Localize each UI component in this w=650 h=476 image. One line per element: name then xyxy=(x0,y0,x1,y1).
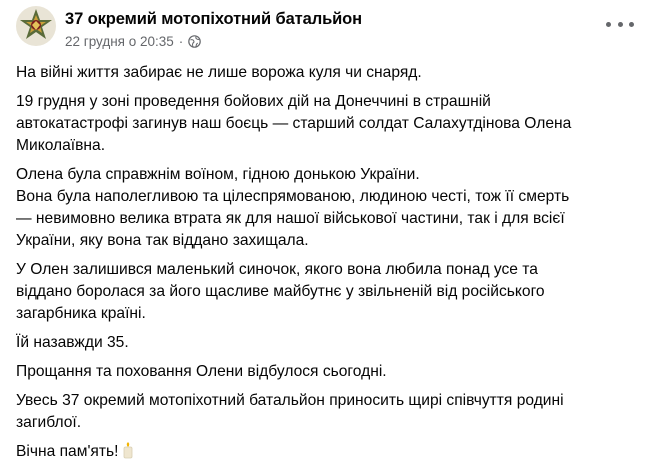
post-paragraph xyxy=(16,441,636,463)
post-paragraph xyxy=(16,361,636,383)
text-line: загарбника країні. xyxy=(16,305,146,322)
page-name-link[interactable]: 37 окремий мотопіхотний батальйон xyxy=(65,10,363,28)
text-line: На війні життя забирає не лише ворожа куля чи снаряд. xyxy=(16,64,422,81)
post-meta xyxy=(65,34,201,49)
text-line: автокатастрофі загинув наш боєць — старший солдат Салахутдінова Олена xyxy=(16,115,572,132)
post-paragraph xyxy=(16,332,636,354)
public-globe-icon[interactable] xyxy=(188,35,201,48)
text-line xyxy=(16,441,636,463)
text-line: України, яку вона так віддано захищала. xyxy=(16,232,309,249)
post-paragraph xyxy=(16,164,636,252)
candle-emoji-icon xyxy=(122,441,134,459)
text-line: У Олен залишився маленький синочок, якого вона любила понад усе та xyxy=(16,261,538,278)
post-timestamp[interactable]: 22 грудня о 20:35 xyxy=(65,34,174,49)
battalion-emblem-icon[interactable] xyxy=(16,6,56,46)
post-text xyxy=(16,62,636,470)
text-line: Олена була справжнім воїном, гідною донькою України. xyxy=(16,166,420,183)
post-paragraph xyxy=(16,62,636,84)
text-line: загиблої. xyxy=(16,414,82,431)
text-line: Прощання та поховання Олени відбулося сьогодні. xyxy=(16,363,387,380)
post-header xyxy=(16,6,634,60)
post-paragraph xyxy=(16,91,636,157)
post-paragraph xyxy=(16,259,636,325)
text-line: Миколаївна. xyxy=(16,137,106,154)
text-line: 19 грудня у зоні проведення бойових дій на Донеччині в страшній xyxy=(16,93,491,110)
text-line: віддано боролася за його щасливе майбутнє у звільненій від російського xyxy=(16,283,545,300)
text-line: Вона була наполегливою та цілеспрямованою, людиною честі, тож її смерть xyxy=(16,188,570,205)
meta-separator: · xyxy=(178,34,184,49)
more-options-icon[interactable] xyxy=(606,16,634,32)
closing-text: Вічна пам'ять! xyxy=(16,443,119,460)
text-line: Увесь 37 окремий мотопіхотний батальйон приносить щирі співчуття родині xyxy=(16,392,564,409)
post-paragraph xyxy=(16,390,636,434)
text-line: — невимовно велика втрата як для нашої військової частини, так і для всієї xyxy=(16,210,565,227)
text-line: Їй назавжди 35. xyxy=(16,334,129,351)
